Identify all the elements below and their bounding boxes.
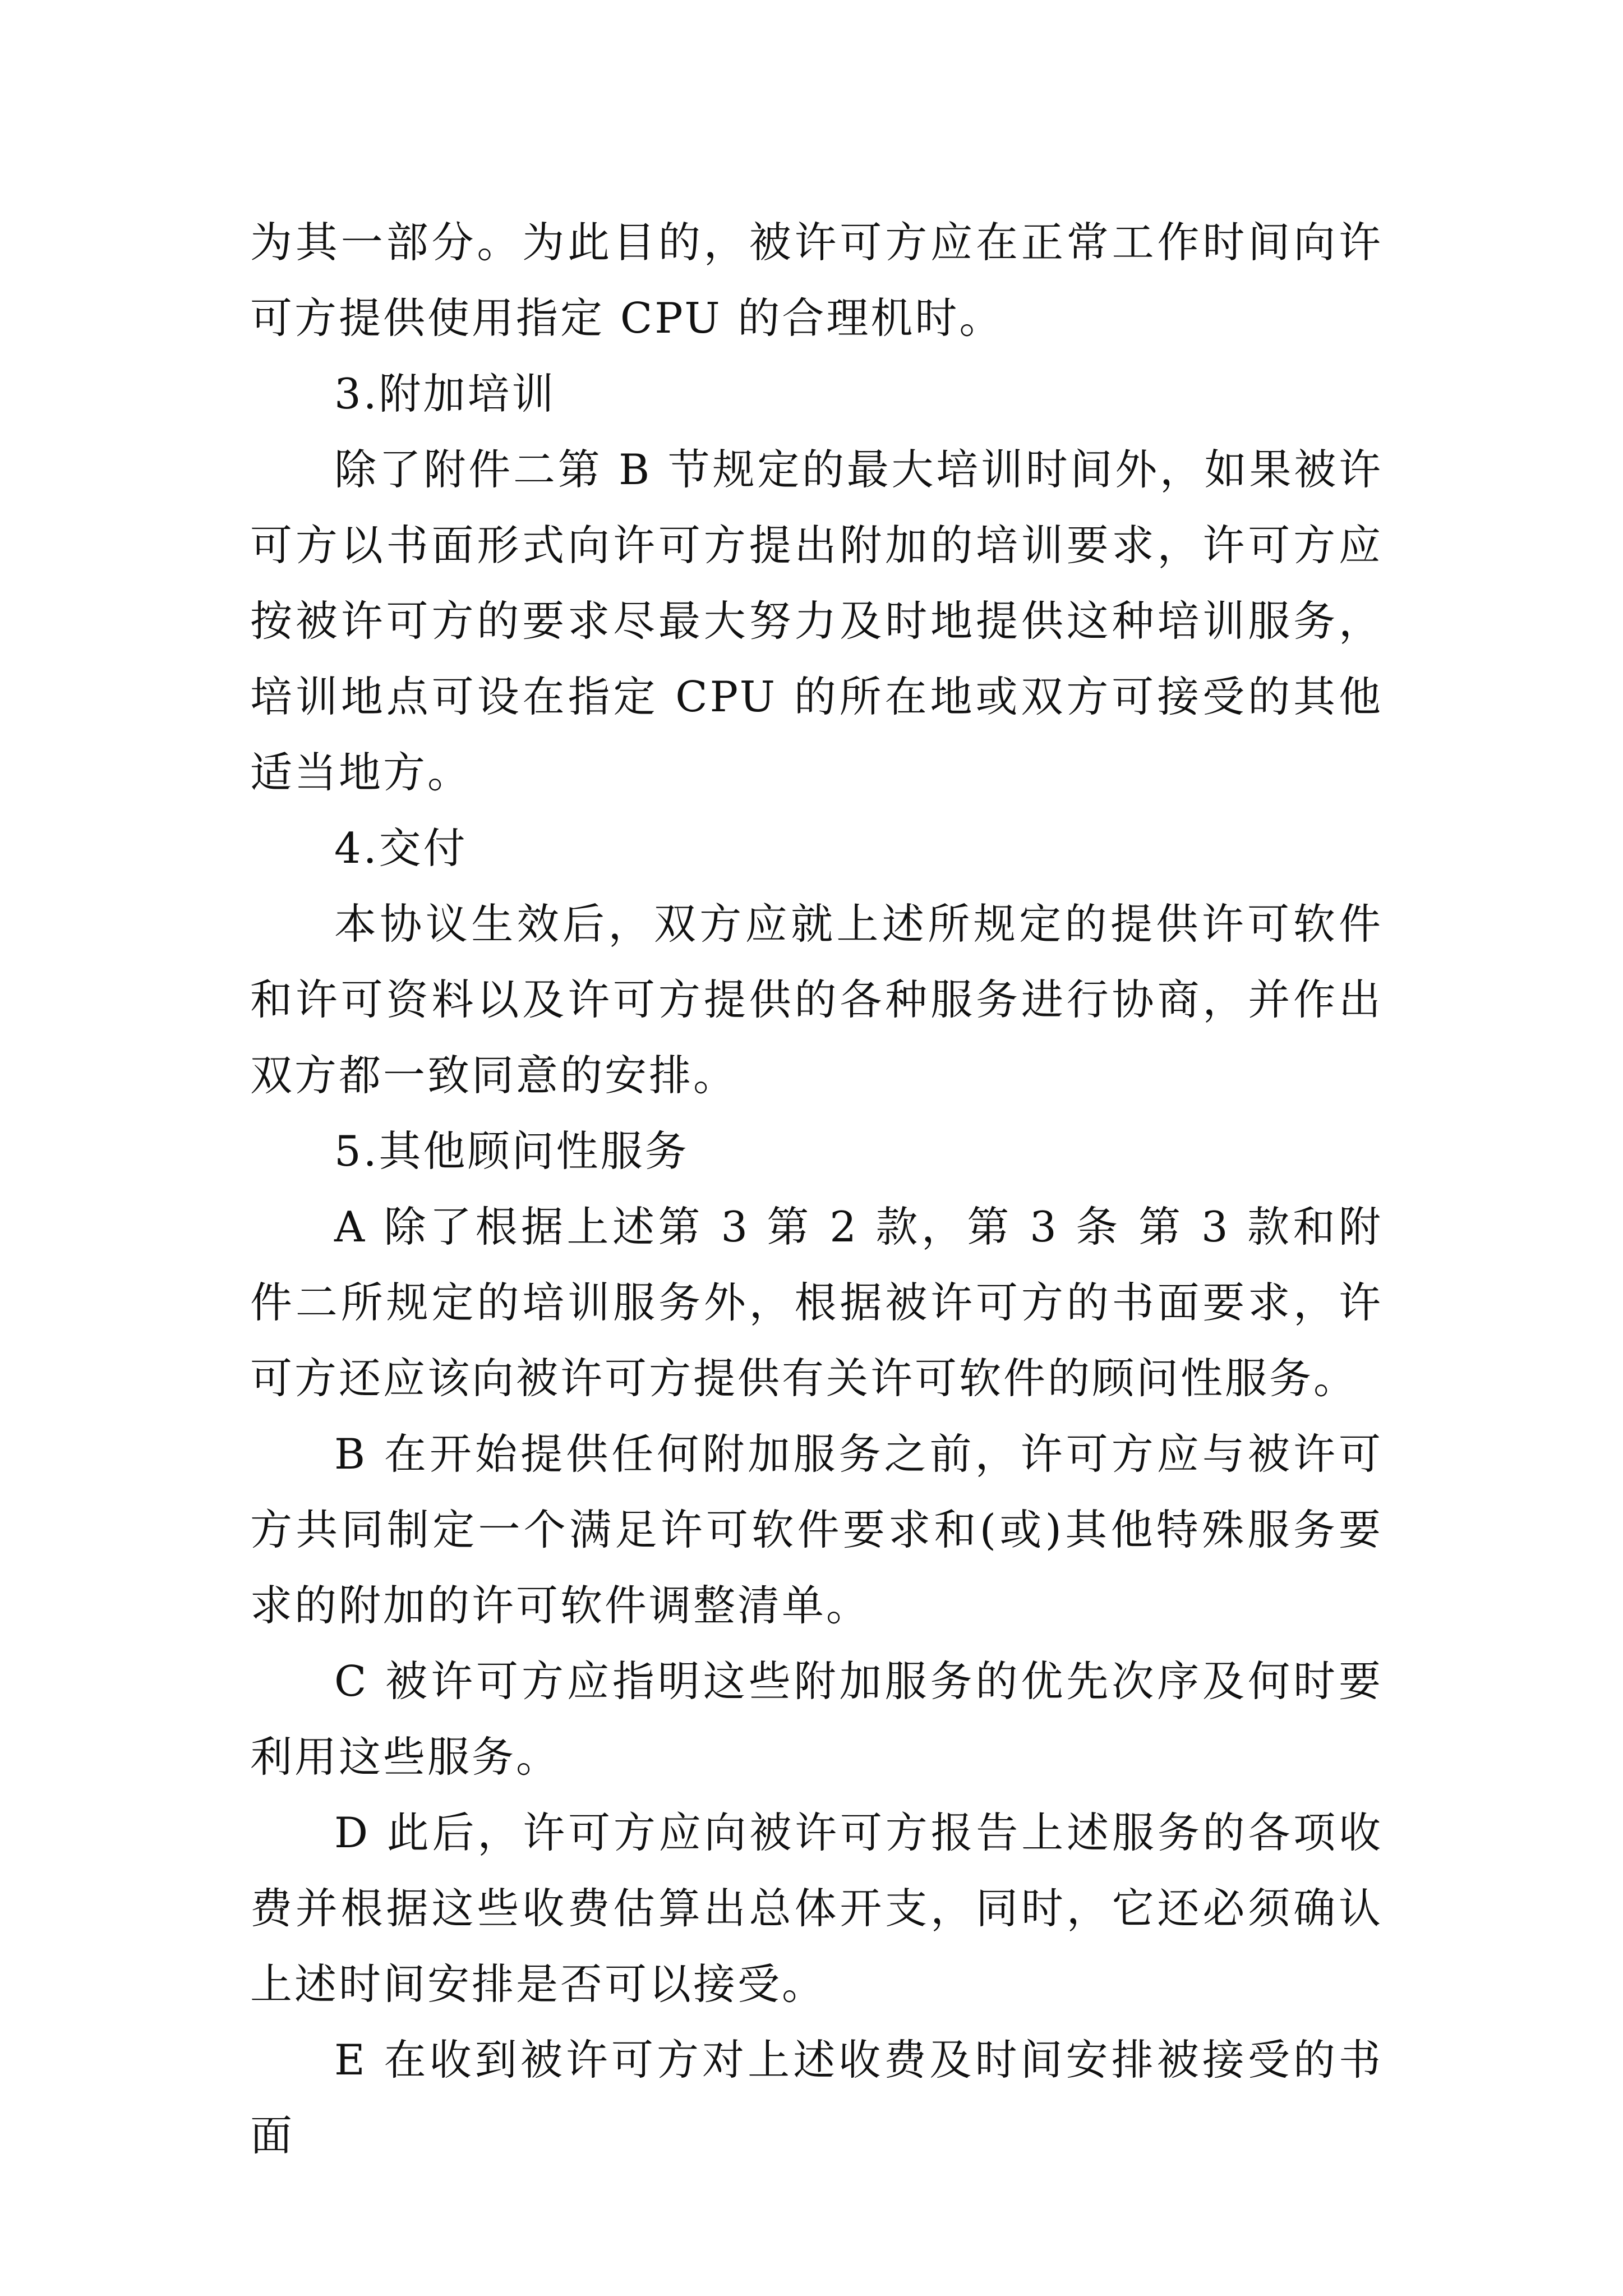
- paragraph-item-e: E 在收到被许可方对上述收费及时间安排被接受的书面: [250, 2035, 1383, 2160]
- section-heading-delivery: 4.交付: [334, 823, 468, 873]
- paragraph-item-d: D 此后，许可方应向被许可方报告上述服务的各项收费并根据这些收费估算出总体开支，同时，它还必须确认上述时间安排是否可以接受。: [250, 1808, 1383, 2009]
- paragraph-item-a: A 除了根据上述第 3 第 2 款，第 3 条 第 3 款和附件二所规定的培训服务外，根据被许可方的书面要求，许可方还应该向被许可方提供有关许可软件的顾问性服务。: [250, 1202, 1383, 1403]
- paragraph-item-b: B 在开始提供任何附加服务之前，许可方应与被许可方共同制定一个满足许可软件要求和(或)其他特殊服务要求的附加的许可软件调整清单。: [250, 1429, 1383, 1630]
- paragraph-continuation: 为其一部分。为此目的，被许可方应在正常工作时间向许可方提供使用指定 CPU 的合理机时。: [250, 218, 1383, 343]
- paragraph-delivery: 本协议生效后，双方应就上述所规定的提供许可软件和许可资料以及许可方提供的各种服务进行协商，并作出双方都一致同意的安排。: [250, 899, 1383, 1100]
- paragraph-item-c: C 被许可方应指明这些附加服务的优先次序及何时要利用这些服务。: [250, 1657, 1383, 1782]
- section-heading-other-consulting-services: 5.其他顾问性服务: [334, 1126, 689, 1176]
- document-body: [250, 205, 1383, 2174]
- paragraph-additional-training: 除了附件二第 B 节规定的最大培训时间外，如果被许可方以书面形式向许可方提出附加的培训要求，许可方应按被许可方的要求尽最大努力及时地提供这种培训服务，培训地点可设在指定 CPU 的所在地或双方可接受的其他适当地方。: [250, 445, 1383, 797]
- section-heading-additional-training: 3.附加培训: [334, 369, 556, 418]
